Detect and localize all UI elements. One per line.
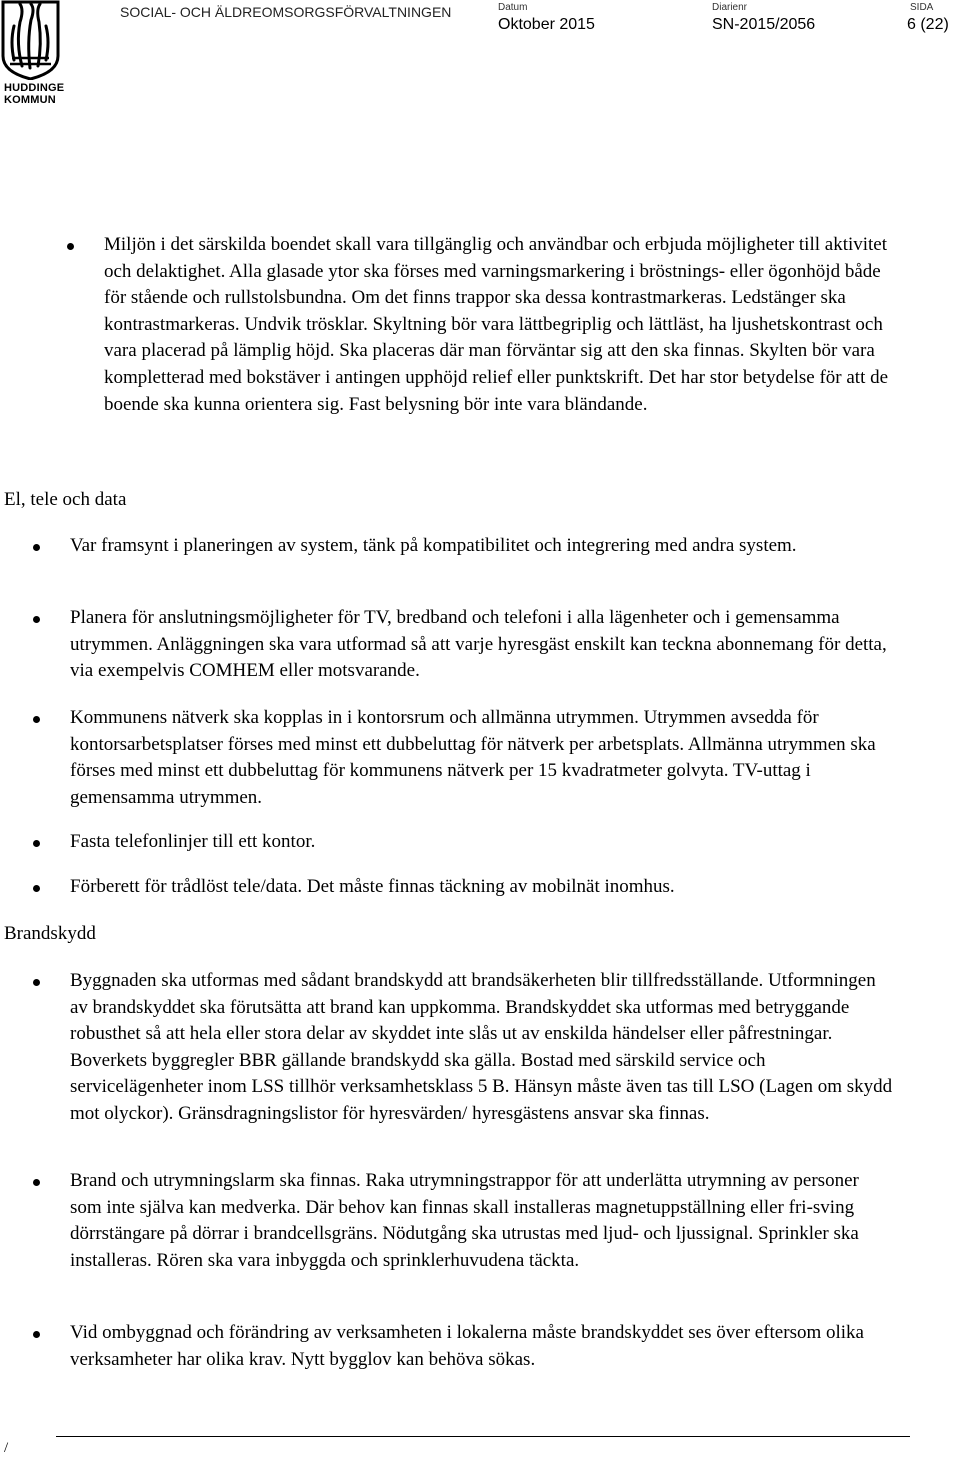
logo-text-huddinge: HUDDINGE <box>4 82 65 94</box>
bullet-icon <box>33 716 40 723</box>
bullet-icon <box>33 840 40 847</box>
page-label: SIDA <box>910 2 934 13</box>
list-item: Brand och utrymningslarm ska finnas. Raka utrymningstrappor för att underlätta utrymning av personer som inte själva kan medverka. Där behov kan finnas skall installeras magnetuppställning eller fri-sving dörrstängare på dörrar i brandcellsgräns. Nödutgång ska utrustas med ljud- och ljussignal. Sprinkler ska installeras. Rören ska vara inbyggda och sprinklerhuvudena täckta. <box>70 1170 859 1271</box>
list-item: Planera för anslutningsmöjligheter för TV, bredband och telefoni i alla lägenheter och i gemensamma utrymmen. Anläggningen ska vara utformad så att varje hyresgäst enskilt kan teckna abonnemang för detta, via exempelvis COMHEM eller motsvarande. <box>70 607 887 682</box>
list-item: Förberett för trådlöst tele/data. Det måste finnas täckning av mobilnät inomhus. <box>70 876 675 897</box>
list-item: Vid ombyggnad och förändring av verksamheten i lokalerna måste brandskyddet ses över eftersom olika verksamheter har olika krav. Nytt bygglov kan behöva sökas. <box>70 1322 864 1370</box>
section-title-el-tele-data: El, tele och data <box>4 489 127 510</box>
bullet-icon <box>33 979 40 986</box>
department-name: SOCIAL- OCH ÄLDREOMSORGSFÖRVALTNINGEN <box>120 4 452 20</box>
bullet-icon <box>33 616 40 623</box>
list-item: Fasta telefonlinjer till ett kontor. <box>70 831 316 852</box>
date-label: Datum <box>498 2 528 13</box>
list-item: Kommunens nätverk ska kopplas in i kontorsrum och allmänna utrymmen. Utrymmen avsedda för kontorsarbetsplatser förses med minst ett dubbeluttag för nätverk per arbetsplats. Allmänna utrymmen ska förses med minst ett dubbeluttag för kommunens nätverk per 15 kvadratmeter golvyta. TV-uttag i gemensamma utrymmen. <box>70 707 876 808</box>
list-item: Var framsynt i planeringen av system, tänk på kompatibilitet och integrering med andra system. <box>70 535 797 556</box>
footer-mark: / <box>4 1440 9 1456</box>
diarienr-value: SN-2015/2056 <box>712 16 816 33</box>
bullet-icon <box>67 243 74 250</box>
bullet-icon <box>33 1331 40 1338</box>
date-value: Oktober 2015 <box>498 16 595 33</box>
page-number: 6 (22) <box>907 16 949 33</box>
list-item: Byggnaden ska utformas med sådant brandskydd att brandsäkerheten blir tillfredsställande. Utformningen av brandskyddet ska förutsätta att brand kan uppkomma. Brandskyddet ska utformas med betryggande robusthet så att hela eller stora delar av skyddet inte slås ut av enskilda händelser eller påfrestningar. Boverkets byggregler BBR gällande brandskydd ska gälla. Bostad med särskild service och servicelägenheter inom LSS tillhör verksamhetsklass 5 B. Hänsyn måste även tas till LSO (Lagen om skydd mot olyckor). Gränsdragningslistor för hyresvärden/ hyresgästens ansvar ska finnas. <box>70 970 893 1124</box>
bullet-icon <box>33 1179 40 1186</box>
footer-divider <box>56 1436 910 1437</box>
crest-icon <box>0 0 62 80</box>
section-title-brandskydd: Brandskydd <box>4 923 96 944</box>
intro-bullet-text: Miljön i det särskilda boendet skall vara tillgänglig och användbar och erbjuda möjligheter till aktivitet och delaktighet. Alla glasade ytor ska förses med varningsmarkering i bröstnings- eller ögonhöjd både för stående och rullstolsbundna. Om det finns trappor ska dessa kontrastmarkeras. Ledstänger ska kontrastmarkeras. Undvik trösklar. Skyltning bör vara lättbegriplig och lättläst, ha ljushetskontrast och vara placerad på lämplig höjd. Ska placeras där man förväntar sig att den ska finnas. Skylten bör vara kompletterad med bokstäver i antingen upphöjd relief eller punktskrift. Det har stor betydelse för att de boende ska kunna orientera sig. Fast belysning bör inte vara bländande. <box>104 234 889 415</box>
bullet-icon <box>33 544 40 551</box>
diarienr-label: Diarienr <box>712 2 748 13</box>
bullet-icon <box>33 885 40 892</box>
municipality-logo <box>0 0 64 110</box>
logo-text-kommun: KOMMUN <box>4 94 56 106</box>
